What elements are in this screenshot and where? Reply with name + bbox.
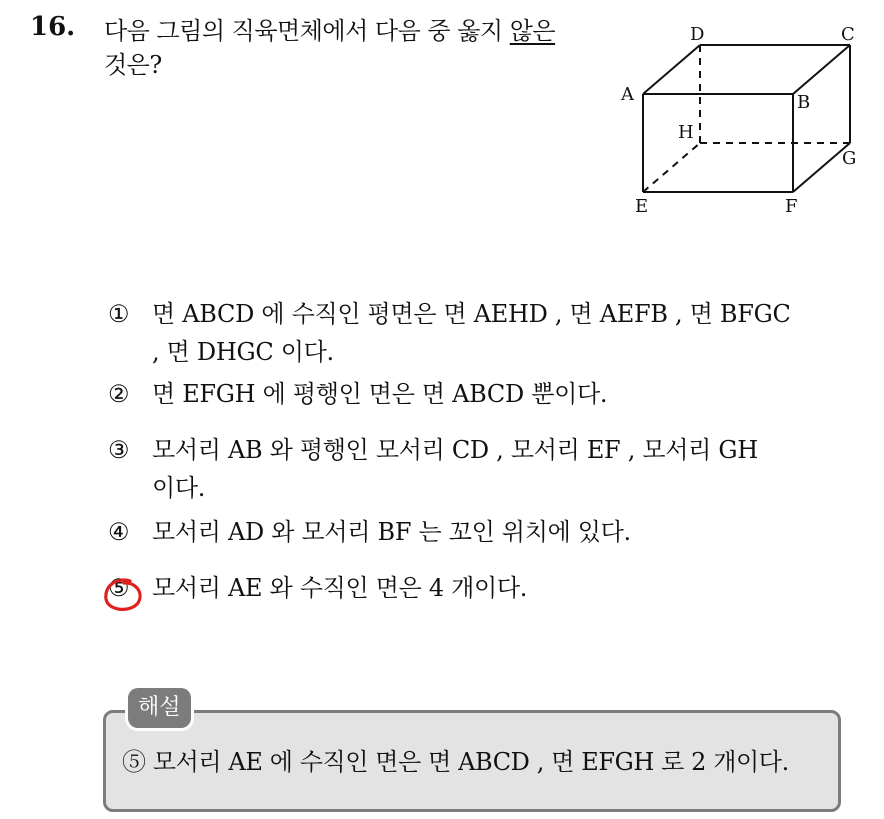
choice-3[interactable] bbox=[108, 431, 848, 507]
choice-2-text: 면 EFGH 에 평행인 면은 면 ABCD 뿐이다. bbox=[152, 380, 608, 408]
choice-5-number: ⑤ bbox=[108, 574, 130, 602]
edge-eh bbox=[643, 143, 700, 192]
vertex-label-c: C bbox=[841, 24, 855, 45]
choice-1-number: ① bbox=[108, 300, 130, 328]
vertex-label-f: F bbox=[785, 196, 798, 217]
choice-3-text-cont: 이다. bbox=[152, 474, 206, 502]
answer-circle-mark bbox=[100, 577, 144, 615]
choice-2-number: ② bbox=[108, 380, 130, 408]
choice-4-number: ④ bbox=[108, 518, 130, 546]
choice-5[interactable] bbox=[108, 569, 848, 607]
question-number: 16. bbox=[30, 12, 76, 42]
vertex-label-g: G bbox=[842, 148, 857, 169]
vertex-label-a: A bbox=[621, 84, 634, 105]
question-text-main: 다음 그림의 직육면체에서 다음 중 옳지 bbox=[104, 17, 510, 45]
question-text-end: 것은? bbox=[104, 51, 162, 79]
choice-1-text: 면 ABCD 에 수직인 평면은 면 AEHD , 면 AEFB , 면 BFGC bbox=[152, 300, 791, 328]
choice-5-text: 모서리 AE 와 수직인 면은 4 개이다. bbox=[152, 574, 528, 602]
vertex-label-d: D bbox=[690, 24, 705, 45]
edge-ad bbox=[643, 45, 700, 94]
vertex-label-b: B bbox=[797, 92, 811, 113]
edge-bc bbox=[793, 45, 850, 94]
vertex-label-e: E bbox=[635, 196, 649, 217]
choice-1[interactable] bbox=[108, 295, 848, 371]
choice-1-text-cont: , 면 DHGC 이다. bbox=[152, 338, 334, 366]
explanation-text: ⑤ 모서리 AE 에 수직인 면은 면 ABCD , 면 EFGH 로 2 개이다. bbox=[122, 748, 789, 776]
cuboid-diagram bbox=[615, 18, 875, 223]
choice-3-number: ③ bbox=[108, 436, 130, 464]
question-text-underlined: 않은 bbox=[509, 17, 556, 45]
explanation-tag: 해설 bbox=[128, 688, 191, 728]
question-text bbox=[104, 14, 624, 82]
choice-2[interactable] bbox=[108, 375, 848, 413]
choice-4-text: 모서리 AD 와 모서리 BF 는 꼬인 위치에 있다. bbox=[152, 518, 631, 546]
choice-4[interactable] bbox=[108, 513, 848, 551]
vertex-label-h: H bbox=[678, 122, 694, 143]
cuboid-figure bbox=[615, 18, 875, 223]
choice-3-text: 모서리 AB 와 평행인 모서리 CD , 모서리 EF , 모서리 GH bbox=[152, 436, 758, 464]
